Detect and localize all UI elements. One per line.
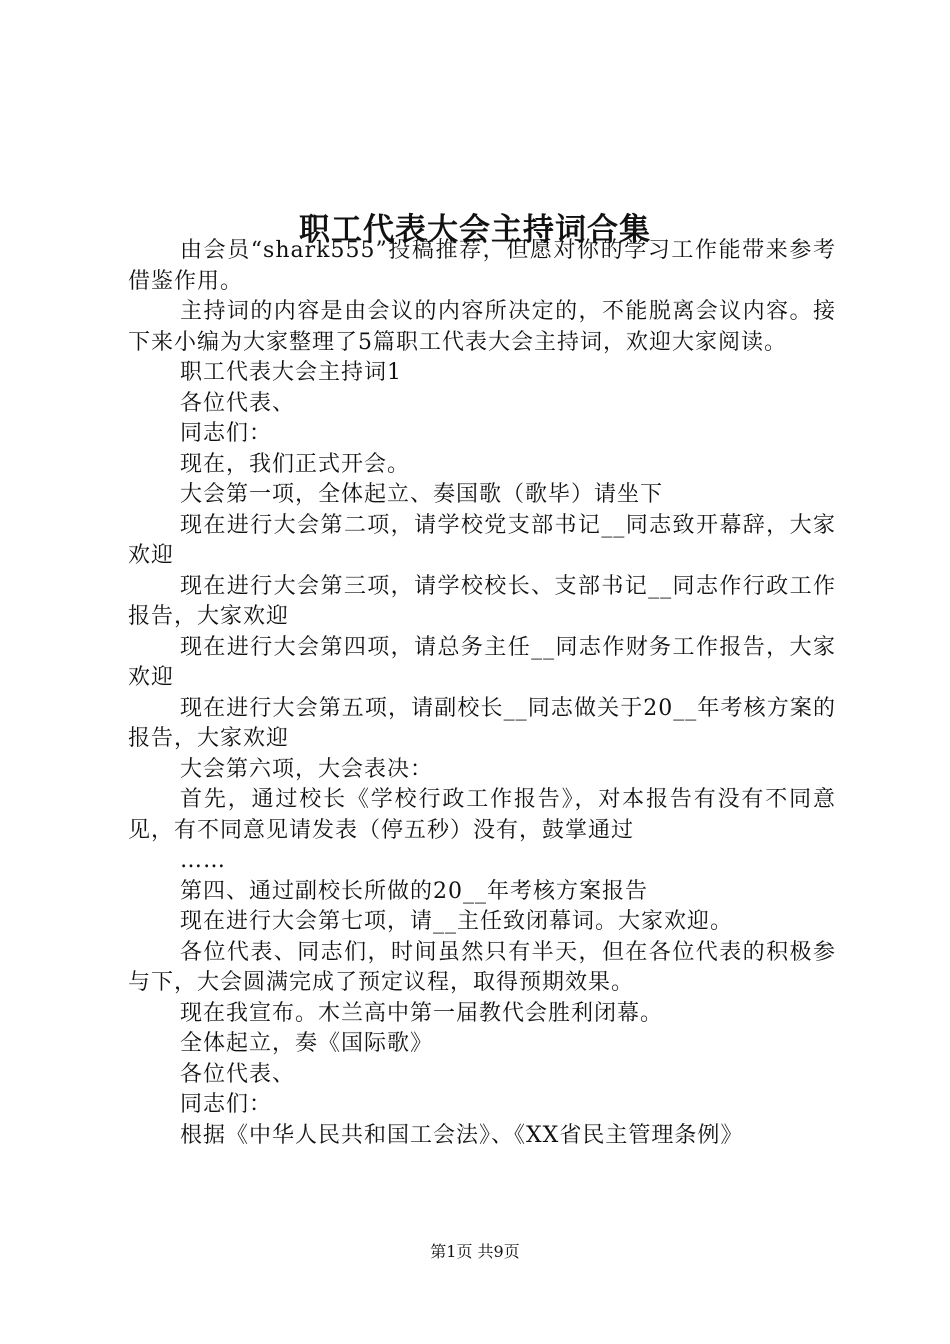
page-title: 职工代表大会主持词合集 xyxy=(299,211,651,248)
paragraph: 同志们： xyxy=(180,1092,273,1117)
document-body xyxy=(128,236,836,1151)
paragraph: 第四、通过副校长所做的20__年考核方案报告 xyxy=(180,878,648,904)
paragraph: 同志们： xyxy=(180,421,273,446)
paragraph: 各位代表、 xyxy=(180,1061,296,1087)
page-footer: 第1页 共9页 xyxy=(430,1242,520,1261)
paragraph: 现在进行大会第四项，请总务主任__同志作财务工作报告，大家欢迎 xyxy=(128,634,836,690)
paragraph: 各位代表、同志们，时间虽然只有半天，但在各位代表的积极参与下，大会圆满完成了预定议程，取得预期效果。 xyxy=(128,939,836,995)
paragraph: 现在进行大会第七项，请__主任致闭幕词。大家欢迎。 xyxy=(180,909,734,934)
paragraph: 现在进行大会第五项，请副校长__同志做关于20__年考核方案的报告，大家欢迎 xyxy=(128,695,836,751)
paragraph: 全体起立，奏《国际歌》 xyxy=(180,1031,434,1056)
paragraph: 根据《中华人民共和国工会法》、《XX省民主管理条例》 xyxy=(180,1122,744,1148)
paragraph: 现在我宣布。木兰高中第一届教代会胜利闭幕。 xyxy=(180,1000,664,1026)
paragraph: 现在进行大会第三项，请学校校长、支部书记__同志作行政工作报告，大家欢迎 xyxy=(128,573,836,629)
paragraph: 大会第一项，全体起立、奏国歌（歌毕）请坐下 xyxy=(180,482,664,507)
paragraph: 现在，我们正式开会。 xyxy=(180,451,411,477)
paragraph: 主持词的内容是由会议的内容所决定的，不能脱离会议内容。接下来小编为大家整理了5篇职工代表大会主持词，欢迎大家阅读。 xyxy=(128,299,836,355)
section-heading: 职工代表大会主持词1 xyxy=(180,360,402,385)
paragraph: 首先，通过校长《学校行政工作报告》，对本报告有没有不同意见，有不同意见请发表（停五秒）没有，鼓掌通过 xyxy=(128,787,836,843)
ellipsis: …… xyxy=(180,848,226,873)
paragraph: 由会员“shark555”投稿推荐，但愿对你的学习工作能带来参考借鉴作用。 xyxy=(128,238,836,294)
paragraph: 大会第六项，大会表决： xyxy=(180,756,434,782)
paragraph: 现在进行大会第二项，请学校党支部书记__同志致开幕辞，大家欢迎 xyxy=(128,512,836,568)
paragraph: 各位代表、 xyxy=(180,390,296,416)
